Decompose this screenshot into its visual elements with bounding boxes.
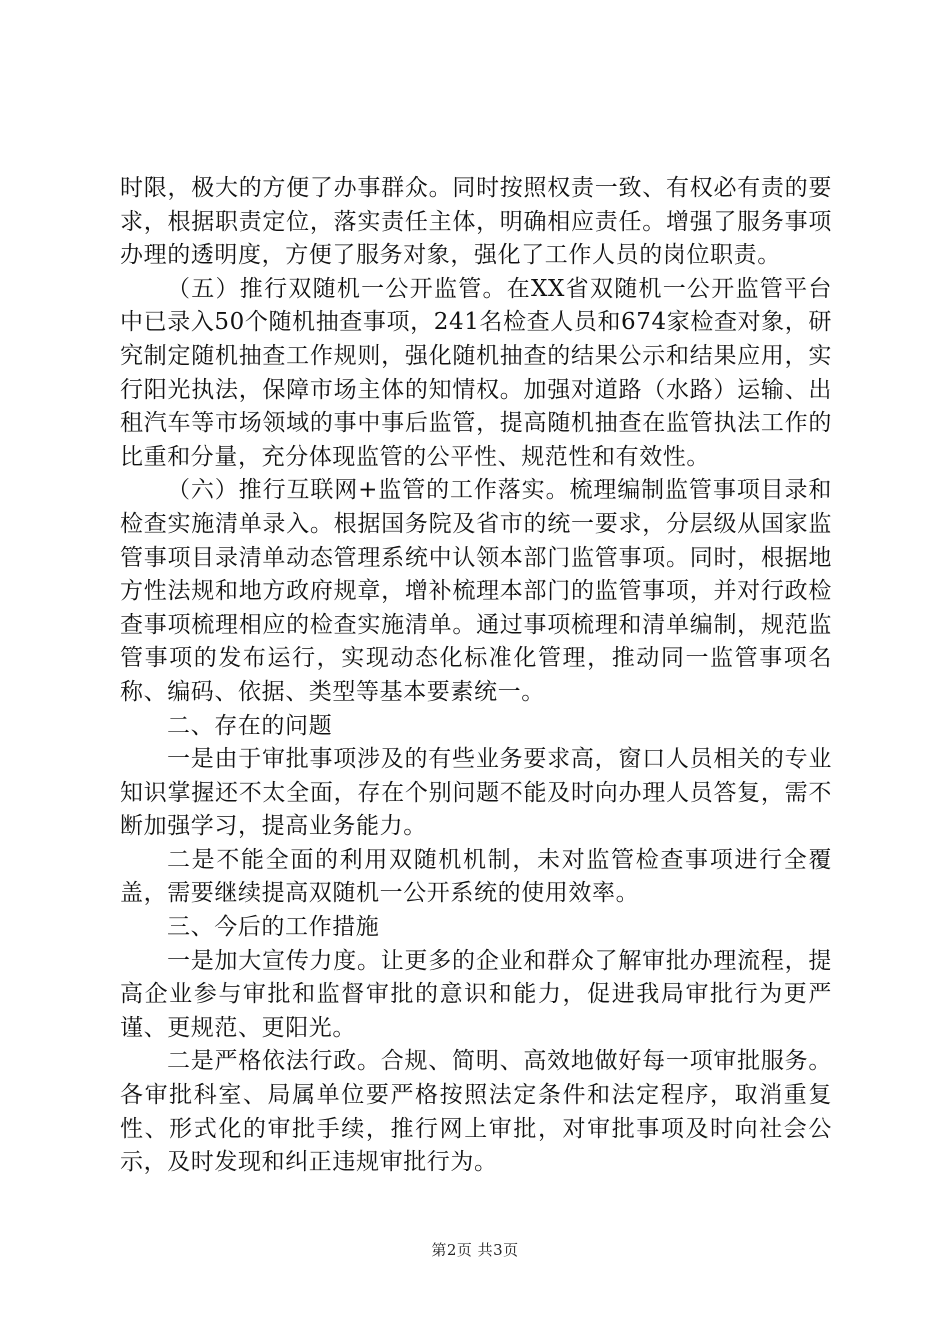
section-heading-problems: 二、存在的问题 [167,712,333,739]
paragraph-6: 一是加大宣传力度。让更多的企业和群众了解审批办理流程，提高企业参与审批和监督审批的意识和能力，促进我局审批行为更严谨、更规范、更阳光。 [120,947,832,1041]
paragraph-7: 二是严格依法行政。合规、简明、高效地做好每一项审批服务。各审批科室、局属单位要严格按照法定条件和法定程序，取消重复性、形式化的审批手续，推行网上审批，对审批事项及时向社会公示，及时发现和纠正违规审批行为。 [120,1048,832,1176]
paragraph-4: 一是由于审批事项涉及的有些业务要求高，窗口人员相关的专业知识掌握还不太全面，存在个别问题不能及时向办理人员答复，需不断加强学习，提高业务能力。 [120,746,832,840]
paragraph-1: 时限，极大的方便了办事群众。同时按照权责一致、有权必有责的要求，根据职责定位，落实责任主体，明确相应责任。增强了服务事项办理的透明度，方便了服务对象，强化了工作人员的岗位职责。 [120,175,832,269]
paragraph-5: 二是不能全面的利用双随机机制，未对监管检查事项进行全覆盖，需要继续提高双随机一公开系统的使用效率。 [120,846,832,907]
section-heading-measures: 三、今后的工作措施 [167,914,380,941]
document-body [120,172,832,1180]
page-number-footer: 第2页 共3页 [431,1241,519,1259]
paragraph-2: （五）推行双随机一公开监管。在XX省双随机一公开监管平台中已录入50个随机抽查事项，241名检查人员和674家检查对象，研究制定随机抽查工作规则，强化随机抽查的结果公示和结果应用，实行阳光执法，保障市场主体的知情权。加强对道路（水路）运输、出租汽车等市场领域的事中事后监管，提高随机抽查在监管执法工作的比重和分量，充分体现监管的公平性、规范性和有效性。 [120,275,832,470]
paragraph-3: （六）推行互联网+监管的工作落实。梳理编制监管事项目录和检查实施清单录入。根据国务院及省市的统一要求，分层级从国家监管事项目录清单动态管理系统中认领本部门监管事项。同时，根据地方性法规和地方政府规章，增补梳理本部门的监管事项，并对行政检查事项梳理相应的检查实施清单。通过事项梳理和清单编制，规范监管事项的发布运行，实现动态化标准化管理，推动同一监管事项名称、编码、依据、类型等基本要素统一。 [120,477,832,705]
